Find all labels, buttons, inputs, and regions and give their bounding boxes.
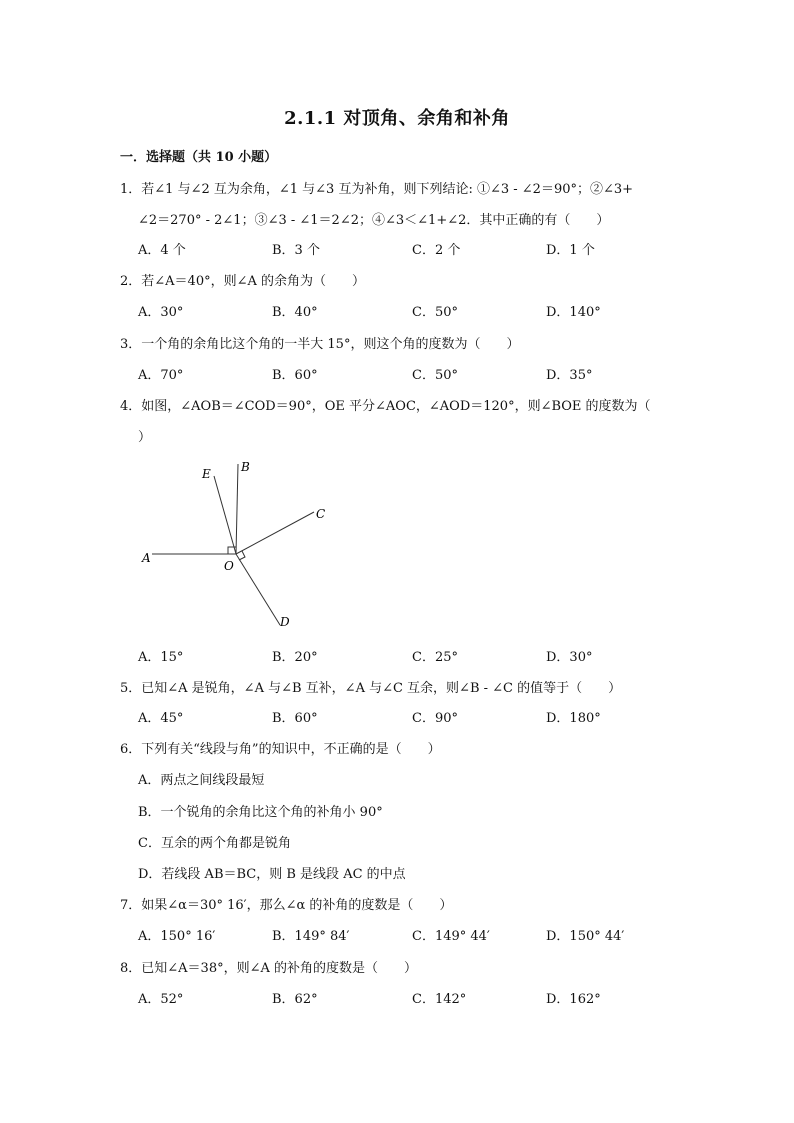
label-a: A <box>142 551 151 565</box>
question-4-option-b: B．20° <box>272 650 318 665</box>
question-3-option-b: B．60° <box>272 368 318 383</box>
question-5-option-b: B．60° <box>272 711 318 726</box>
angle-diagram <box>130 452 350 638</box>
question-3-line-1: 3．一个角的余角比这个角的一半大 15°，则这个角的度数为（ ） <box>120 337 520 352</box>
question-5-option-a: A．45° <box>138 711 184 726</box>
ray-oe <box>214 476 236 554</box>
ray-oc <box>236 512 314 554</box>
question-4-option-d: D．30° <box>546 650 593 665</box>
ray-od <box>236 554 280 625</box>
question-8-option-d: D．162° <box>546 992 601 1007</box>
label-e: E <box>202 467 211 481</box>
question-2-option-a: A．30° <box>138 305 184 320</box>
question-4-option-c: C．25° <box>412 650 458 665</box>
question-5-line-1: 5．已知∠A 是锐角，∠A 与∠B 互补，∠A 与∠C 互余，则∠B - ∠C 的值等于（ ） <box>120 681 622 696</box>
question-5-option-d: D．180° <box>546 711 601 726</box>
question-1-option-c: C．2 个 <box>412 243 461 258</box>
label-c: C <box>316 507 326 521</box>
question-1-option-b: B．3 个 <box>272 243 320 258</box>
question-4-line-1: 4．如图，∠AOB＝∠COD＝90°，OE 平分∠AOC，∠AOD＝120°，则∠BOE 的度数为（ <box>120 399 651 414</box>
question-7-option-c: C．149° 44′ <box>412 929 490 944</box>
question-6-option-b: B．一个锐角的余角比这个角的补角小 90° <box>138 805 383 820</box>
question-4-line-2: ） <box>138 430 152 445</box>
ray-ob <box>236 464 238 554</box>
question-8-option-b: B．62° <box>272 992 318 1007</box>
question-6-option-c: C．互余的两个角都是锐角 <box>138 836 291 851</box>
question-7-option-b: B．149° 84′ <box>272 929 350 944</box>
question-1-line-2: ∠2＝270° - 2∠1；③∠3 - ∠1＝2∠2；④∠3＜∠1+∠2．其中正确的有（ ） <box>138 213 610 228</box>
question-4-option-a: A．15° <box>138 650 184 665</box>
question-6-option-a: A．两点之间线段最短 <box>138 773 265 788</box>
question-2-option-c: C．50° <box>412 305 458 320</box>
question-3-option-c: C．50° <box>412 368 458 383</box>
question-1-line-1: 1．若∠1 与∠2 互为余角，∠1 与∠3 互为补角，则下列结论: ①∠3 - ∠2＝90°；②∠3+ <box>120 182 634 197</box>
question-7-line-1: 7．如果∠α＝30° 16′，那么∠α 的补角的度数是（ ） <box>120 898 453 913</box>
label-d: D <box>280 615 290 629</box>
question-8-option-a: A．52° <box>138 992 184 1007</box>
question-1-option-d: D．1 个 <box>546 243 595 258</box>
question-6-line-1: 6．下列有关“线段与角”的知识中，不正确的是（ ） <box>120 742 441 757</box>
label-b: B <box>241 460 250 474</box>
question-8-option-c: C．142° <box>412 992 467 1007</box>
question-7-option-a: A．150° 16′ <box>138 929 216 944</box>
question-2-line-1: 2．若∠A＝40°，则∠A 的余角为（ ） <box>120 274 366 289</box>
question-1-option-a: A．4 个 <box>138 243 186 258</box>
label-o: O <box>224 559 234 573</box>
question-5-option-c: C．90° <box>412 711 458 726</box>
section-heading: 一．选择题（共 10 小题） <box>120 150 278 165</box>
page-title: 2.1.1 对顶角、余角和补角 <box>284 108 510 129</box>
question-6-option-d: D．若线段 AB＝BC，则 B 是线段 AC 的中点 <box>138 867 406 882</box>
question-3-option-a: A．70° <box>138 368 184 383</box>
question-3-option-d: D．35° <box>546 368 593 383</box>
question-7-option-d: D．150° 44′ <box>546 929 625 944</box>
question-8-line-1: 8．已知∠A＝38°，则∠A 的补角的度数是（ ） <box>120 961 418 976</box>
question-2-option-d: D．140° <box>546 305 601 320</box>
question-2-option-b: B．40° <box>272 305 318 320</box>
